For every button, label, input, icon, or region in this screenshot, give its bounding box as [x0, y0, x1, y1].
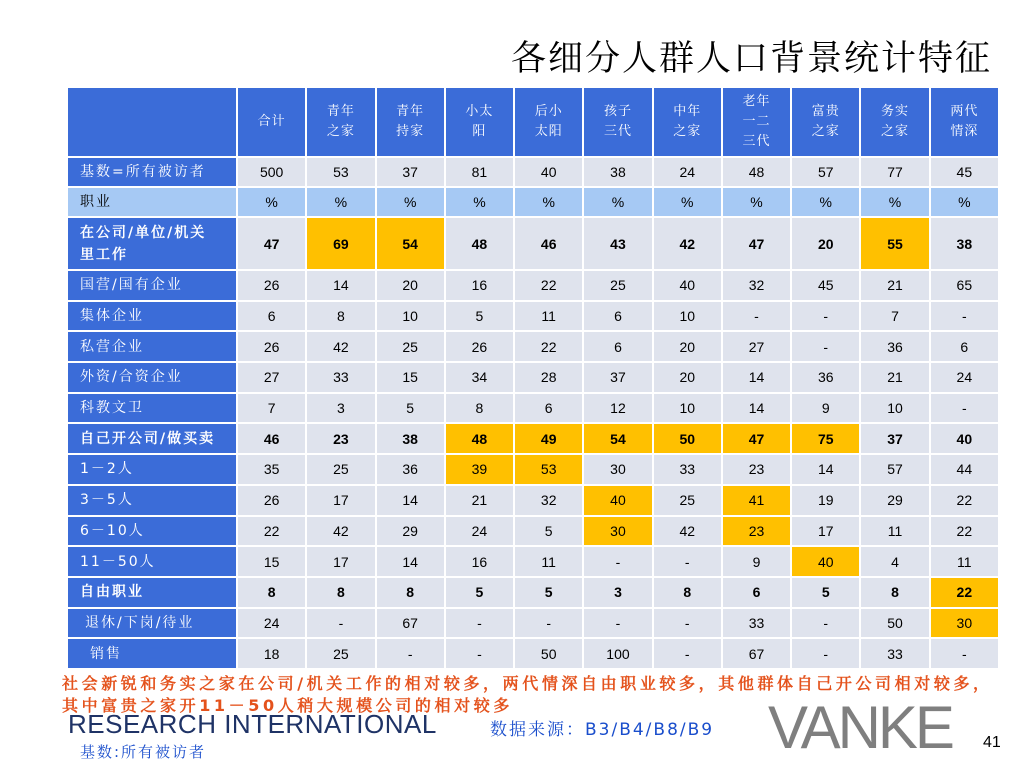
- table-cell: %: [723, 188, 790, 216]
- row-label: 退休/下岗/待业: [68, 609, 236, 638]
- table-cell: 21: [861, 363, 928, 392]
- column-header-label: 合计: [257, 114, 286, 129]
- column-header: [238, 88, 305, 156]
- highlighted-cell: 40: [584, 486, 651, 515]
- table-cell: 5: [515, 517, 582, 546]
- highlighted-cell: 23: [723, 517, 790, 546]
- table-cell: 38: [584, 158, 651, 186]
- column-header-label: 两代情深: [950, 104, 979, 139]
- table-cell: 42: [654, 218, 721, 269]
- row-label: 自由职业: [68, 578, 236, 607]
- table-row: [68, 188, 998, 216]
- table-cell: 15: [377, 363, 444, 392]
- table-cell: 36: [792, 363, 859, 392]
- table-cell: 38: [931, 218, 998, 269]
- table-cell: 22: [238, 517, 305, 546]
- table-cell: 33: [723, 609, 790, 638]
- highlighted-cell: 47: [723, 424, 790, 453]
- table-cell: 3: [584, 578, 651, 607]
- table-cell: 10: [861, 394, 928, 423]
- table-cell: 5: [792, 578, 859, 607]
- table-cell: 10: [654, 394, 721, 423]
- table-cell: 42: [307, 332, 374, 361]
- table-cell: 57: [861, 455, 928, 484]
- table-cell: 48: [723, 158, 790, 186]
- table-cell: 15: [238, 547, 305, 576]
- table-cell: %: [792, 188, 859, 216]
- highlighted-cell: 48: [446, 424, 513, 453]
- table-cell: 7: [238, 394, 305, 423]
- table-cell: %: [377, 188, 444, 216]
- table-cell: 14: [723, 363, 790, 392]
- corner-cell: [68, 88, 236, 156]
- column-header: [377, 88, 444, 156]
- row-label: 3－5人: [68, 486, 236, 515]
- highlighted-cell: 55: [861, 218, 928, 269]
- table-cell: 33: [654, 455, 721, 484]
- table-cell: 20: [377, 271, 444, 300]
- row-label: 基数=所有被访者: [68, 158, 236, 186]
- table-cell: %: [654, 188, 721, 216]
- table-cell: 36: [861, 332, 928, 361]
- table-row: [68, 609, 998, 638]
- slide-title: 各细分人群人口背景统计特征: [510, 39, 992, 79]
- table-cell: 24: [931, 363, 998, 392]
- table-cell: -: [446, 609, 513, 638]
- column-header: [654, 88, 721, 156]
- data-source: 数据来源：B3/B4/B8/B9: [490, 720, 715, 740]
- table-row: [68, 517, 998, 546]
- table-cell: 77: [861, 158, 928, 186]
- column-header: [723, 88, 790, 156]
- table-cell: 25: [377, 332, 444, 361]
- table-cell: -: [377, 639, 444, 668]
- table-cell: %: [446, 188, 513, 216]
- table-cell: 45: [792, 271, 859, 300]
- highlighted-cell: 41: [723, 486, 790, 515]
- table-cell: -: [931, 394, 998, 423]
- table-cell: %: [584, 188, 651, 216]
- table-cell: -: [792, 332, 859, 361]
- column-header-label: 中年之家: [673, 104, 702, 139]
- table-cell: 24: [238, 609, 305, 638]
- highlighted-cell: 53: [515, 455, 582, 484]
- highlighted-cell: 50: [654, 424, 721, 453]
- column-header: [792, 88, 859, 156]
- column-header-label: 后小太阳: [534, 104, 563, 139]
- row-label: 私营企业: [68, 332, 236, 361]
- table-cell: -: [584, 547, 651, 576]
- table-cell: 29: [861, 486, 928, 515]
- table-cell: 16: [446, 547, 513, 576]
- table-cell: 6: [584, 302, 651, 331]
- table-cell: 19: [792, 486, 859, 515]
- table-row: [68, 158, 998, 186]
- table-cell: 37: [861, 424, 928, 453]
- table-cell: 50: [515, 639, 582, 668]
- table-cell: 65: [931, 271, 998, 300]
- table-cell: 26: [238, 271, 305, 300]
- table-row: [68, 218, 998, 269]
- table-cell: 35: [238, 455, 305, 484]
- table-cell: 27: [723, 332, 790, 361]
- table-row: [68, 639, 998, 668]
- table-cell: 12: [584, 394, 651, 423]
- research-international-logo: RESEARCH INTERNATIONAL: [68, 709, 437, 739]
- table-cell: -: [584, 609, 651, 638]
- table-cell: 40: [515, 158, 582, 186]
- data-table: [66, 86, 1000, 670]
- column-header-label: 孩子三代: [603, 104, 632, 139]
- table-cell: 30: [584, 455, 651, 484]
- table-cell: 3: [307, 394, 374, 423]
- table-cell: 22: [515, 332, 582, 361]
- table-row: [68, 363, 998, 392]
- column-header-label: 老年一二三代: [742, 94, 771, 149]
- table-cell: 47: [723, 218, 790, 269]
- table-cell: 57: [792, 158, 859, 186]
- table-cell: 9: [792, 394, 859, 423]
- table-cell: 14: [377, 547, 444, 576]
- table-cell: 25: [307, 639, 374, 668]
- table-cell: 11: [515, 302, 582, 331]
- table-cell: 14: [307, 271, 374, 300]
- table-cell: 25: [584, 271, 651, 300]
- row-label: 外资/合资企业: [68, 363, 236, 392]
- table-cell: 14: [792, 455, 859, 484]
- table-cell: 4: [861, 547, 928, 576]
- table-cell: 25: [307, 455, 374, 484]
- table-cell: 17: [792, 517, 859, 546]
- table-cell: -: [792, 609, 859, 638]
- table-cell: 81: [446, 158, 513, 186]
- table-cell: 5: [446, 578, 513, 607]
- header-row: [68, 88, 998, 156]
- table-cell: 33: [861, 639, 928, 668]
- highlighted-cell: 22: [931, 578, 998, 607]
- table-cell: 46: [238, 424, 305, 453]
- table-cell: 23: [307, 424, 374, 453]
- column-header-label: 务实之家: [881, 104, 910, 139]
- table-cell: -: [723, 302, 790, 331]
- table-row: [68, 578, 998, 607]
- table-cell: 18: [238, 639, 305, 668]
- column-header: [861, 88, 928, 156]
- table-cell: %: [307, 188, 374, 216]
- table-cell: 6: [931, 332, 998, 361]
- table-cell: -: [307, 609, 374, 638]
- row-label: 科教文卫: [68, 394, 236, 423]
- table-cell: 7: [861, 302, 928, 331]
- table-cell: 45: [931, 158, 998, 186]
- table-row: [68, 547, 998, 576]
- table-cell: 6: [723, 578, 790, 607]
- highlighted-cell: 40: [792, 547, 859, 576]
- table-cell: 28: [515, 363, 582, 392]
- table-cell: 67: [723, 639, 790, 668]
- base-note: 基数:所有被访者: [80, 743, 207, 761]
- table-cell: -: [792, 639, 859, 668]
- table-cell: -: [792, 302, 859, 331]
- table-cell: 50: [861, 609, 928, 638]
- highlighted-cell: 75: [792, 424, 859, 453]
- table-cell: 22: [515, 271, 582, 300]
- table-cell: 29: [377, 517, 444, 546]
- table-cell: 8: [307, 302, 374, 331]
- table-cell: 22: [931, 486, 998, 515]
- table-cell: 8: [654, 578, 721, 607]
- table-row: [68, 302, 998, 331]
- table-row: [68, 424, 998, 453]
- highlighted-cell: 49: [515, 424, 582, 453]
- highlighted-cell: 69: [307, 218, 374, 269]
- table-cell: 5: [377, 394, 444, 423]
- row-label: 在公司/单位/机关里工作: [68, 218, 236, 269]
- table-row: [68, 332, 998, 361]
- table-cell: 67: [377, 609, 444, 638]
- table-cell: 47: [238, 218, 305, 269]
- table-cell: 11: [931, 547, 998, 576]
- row-label: 职业: [68, 188, 236, 216]
- column-header: [584, 88, 651, 156]
- row-label: 1－2人: [68, 455, 236, 484]
- table-cell: 21: [861, 271, 928, 300]
- column-header: [931, 88, 998, 156]
- row-label: 销售: [68, 639, 236, 668]
- table-cell: 11: [861, 517, 928, 546]
- table-row: [68, 455, 998, 484]
- table-cell: -: [931, 302, 998, 331]
- table-cell: 10: [654, 302, 721, 331]
- row-label: 国营/国有企业: [68, 271, 236, 300]
- table-cell: -: [654, 547, 721, 576]
- column-header: [307, 88, 374, 156]
- table-cell: -: [931, 639, 998, 668]
- table-cell: 43: [584, 218, 651, 269]
- highlighted-cell: 54: [584, 424, 651, 453]
- highlighted-cell: 39: [446, 455, 513, 484]
- table-cell: 6: [238, 302, 305, 331]
- page-number: 41: [983, 734, 1001, 751]
- table-cell: %: [931, 188, 998, 216]
- table-cell: 100: [584, 639, 651, 668]
- table-cell: -: [446, 639, 513, 668]
- table-cell: 27: [238, 363, 305, 392]
- column-header-label: 小太阳: [465, 104, 494, 139]
- table-cell: 38: [377, 424, 444, 453]
- table-cell: 40: [654, 271, 721, 300]
- table-row: [68, 394, 998, 423]
- column-header-label: 青年持家: [396, 104, 425, 139]
- highlighted-cell: 30: [931, 609, 998, 638]
- table-cell: 42: [307, 517, 374, 546]
- column-header: [446, 88, 513, 156]
- table-cell: -: [515, 609, 582, 638]
- table-cell: 8: [377, 578, 444, 607]
- row-label: 集体企业: [68, 302, 236, 331]
- table-cell: 8: [307, 578, 374, 607]
- table-cell: 26: [446, 332, 513, 361]
- table-cell: 26: [238, 486, 305, 515]
- table-cell: 6: [515, 394, 582, 423]
- table-row: [68, 271, 998, 300]
- table-cell: 53: [307, 158, 374, 186]
- table-cell: 42: [654, 517, 721, 546]
- table-cell: 40: [931, 424, 998, 453]
- table-cell: 46: [515, 218, 582, 269]
- table-cell: 24: [446, 517, 513, 546]
- highlighted-cell: 54: [377, 218, 444, 269]
- row-label: 自己开公司/做买卖: [68, 424, 236, 453]
- table-cell: 8: [861, 578, 928, 607]
- column-header-label: 富贵之家: [811, 104, 840, 139]
- table-cell: 37: [377, 158, 444, 186]
- table-cell: 26: [238, 332, 305, 361]
- table-cell: 21: [446, 486, 513, 515]
- table-cell: 9: [723, 547, 790, 576]
- table-cell: 8: [238, 578, 305, 607]
- table-cell: 5: [446, 302, 513, 331]
- table-cell: 24: [654, 158, 721, 186]
- column-header-label: 青年之家: [326, 104, 355, 139]
- row-label: 11－50人: [68, 547, 236, 576]
- table-cell: 34: [446, 363, 513, 392]
- table-cell: 16: [446, 271, 513, 300]
- table-cell: 500: [238, 158, 305, 186]
- table-cell: -: [654, 609, 721, 638]
- table-cell: %: [238, 188, 305, 216]
- table-cell: %: [861, 188, 928, 216]
- table-cell: 5: [515, 578, 582, 607]
- table-cell: 11: [515, 547, 582, 576]
- summary-note: 社会新锐和务实之家在公司/机关工作的相对较多，两代情深自由职业较多，其他群体自己开公司相对较多，其中富贵之家开11－50人稍大规模公司的相对较多: [62, 674, 993, 715]
- table-cell: 32: [515, 486, 582, 515]
- table-header: [68, 88, 998, 156]
- table-cell: 20: [654, 332, 721, 361]
- table-cell: -: [654, 639, 721, 668]
- table-cell: 25: [654, 486, 721, 515]
- table-cell: 10: [377, 302, 444, 331]
- table-cell: 6: [584, 332, 651, 361]
- table-cell: 23: [723, 455, 790, 484]
- table-cell: 14: [723, 394, 790, 423]
- table-cell: 20: [654, 363, 721, 392]
- column-header: [515, 88, 582, 156]
- row-label: 6－10人: [68, 517, 236, 546]
- table-cell: 36: [377, 455, 444, 484]
- vanke-logo: VANKE: [768, 694, 952, 761]
- table-cell: 17: [307, 547, 374, 576]
- table-cell: 17: [307, 486, 374, 515]
- table-body: [68, 158, 998, 668]
- table-cell: 22: [931, 517, 998, 546]
- table-cell: 33: [307, 363, 374, 392]
- table-row: [68, 486, 998, 515]
- table-cell: 8: [446, 394, 513, 423]
- table-cell: 20: [792, 218, 859, 269]
- table-cell: 32: [723, 271, 790, 300]
- highlighted-cell: 30: [584, 517, 651, 546]
- table-cell: 37: [584, 363, 651, 392]
- table-cell: 48: [446, 218, 513, 269]
- table-cell: 44: [931, 455, 998, 484]
- table-cell: %: [515, 188, 582, 216]
- table-cell: 14: [377, 486, 444, 515]
